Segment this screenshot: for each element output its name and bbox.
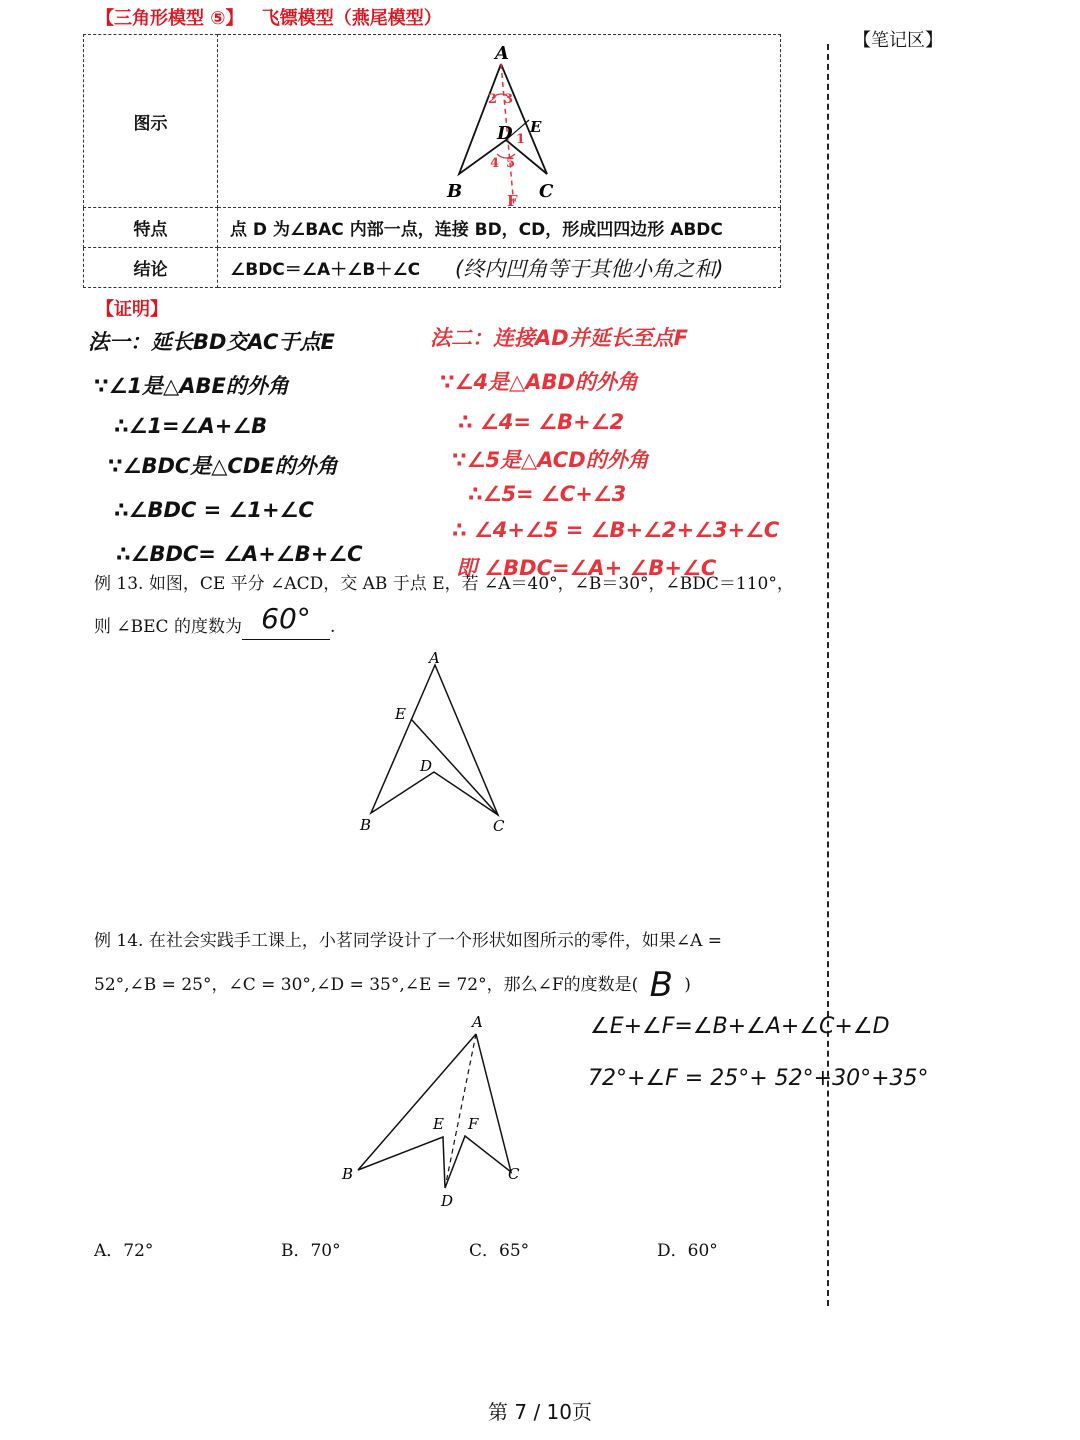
label-C: C [539, 181, 554, 202]
proof-method1-line2: ∵∠1是△ABE的外角 [94, 374, 289, 398]
conclusion-row-label: 结论 [84, 248, 218, 288]
ex14-label-F: F [468, 1115, 479, 1133]
example13-answer-blank [242, 602, 330, 640]
ex13-label-B: B [360, 816, 372, 834]
proof-method2-line6: ∴ ∠4+∠5 = ∠B+∠2+∠3+∠C [452, 518, 780, 542]
proof-method2-line1: 法二：连接AD并延长至点F [430, 326, 689, 350]
conclusion-text: ∠BDC＝∠A＋∠B＋∠C [230, 260, 421, 280]
proof-title: 【证明】 [96, 299, 168, 320]
option-c: C．65° [469, 1241, 530, 1261]
example13-diagram [350, 645, 520, 840]
dart-diagram [219, 36, 779, 206]
angle-2: 2 [488, 92, 498, 107]
label-F: F [507, 192, 518, 206]
example13-line2: 则 ∠BEC 的度数为 [94, 617, 242, 637]
example14-diagram [335, 1010, 535, 1210]
proof-method1-line1: 法一：延长BD交AC于点E [88, 330, 335, 354]
example14-work-line1: ∠E+∠F=∠B+∠A+∠C+∠D [590, 1014, 890, 1039]
ex14-label-E: E [433, 1115, 444, 1133]
diagram-row-label: 图示 [84, 35, 218, 208]
label-E: E [530, 118, 542, 136]
example14-line1: 例 14. 在社会实践手工课上，小茗同学设计了一个形状如图所示的零件，如果∠A = [94, 931, 723, 951]
proof-method1-line3: ∴∠1=∠A+∠B [114, 414, 268, 438]
notes-area-label: 【笔记区】 [853, 30, 943, 51]
proof-method1-line5: ∴∠BDC = ∠1+∠C [114, 498, 314, 522]
feature-row-label: 特点 [84, 208, 218, 248]
example14-line2-end: ) [684, 975, 691, 995]
example13-period: . [329, 617, 336, 637]
ex14-label-A: A [472, 1013, 483, 1031]
option-d: D．60° [657, 1241, 718, 1261]
conclusion-handnote: (终内凹角等于其他小角之和) [455, 257, 724, 281]
angle-1: 1 [516, 132, 526, 147]
proof-method1-line4: ∵∠BDC是△CDE的外角 [108, 454, 338, 478]
example14-work-line2: 72°+∠F = 25°+ 52°+30°+35° [588, 1066, 929, 1091]
proof-method2-line5: ∴∠5= ∠C+∠3 [468, 482, 627, 506]
example14-line2: 52°,∠B = 25°，∠C = 30°,∠D = 35°,∠E = 72°，那么∠F的度数是( [94, 975, 639, 995]
ex13-label-D: D [420, 757, 433, 775]
ex14-label-C: C [508, 1165, 520, 1183]
example13-line1: 例 13. 如图，CE 平分 ∠ACD，交 AB 于点 E，若 ∠A＝40°，∠B＝30°，∠BDC＝110°， [94, 574, 794, 594]
proof-method2-line7: 即 ∠BDC=∠A+ ∠B+∠C [456, 556, 717, 580]
label-A: A [495, 43, 509, 64]
option-a: A．72° [94, 1241, 154, 1261]
notes-divider [827, 44, 829, 1306]
proof-method1-line6: ∴∠BDC= ∠A+∠B+∠C [116, 542, 363, 566]
option-b: B．70° [281, 1241, 341, 1261]
page-number: 第 7 / 10页 [488, 1400, 592, 1424]
feature-text: 点 D 为∠BAC 内部一点，连接 BD，CD，形成凹四边形 ABDC [218, 208, 781, 248]
ex13-label-C: C [493, 817, 505, 835]
angle-4: 4 [490, 156, 500, 171]
diagram-cell [218, 35, 781, 208]
page-title: 飞镖模型（燕尾模型） [261, 8, 442, 29]
ex13-label-E: E [395, 705, 406, 723]
angle-3: 3 [504, 92, 514, 107]
label-D: D [497, 123, 513, 144]
proof-method2-line2: ∵∠4是△ABD的外角 [440, 370, 638, 394]
proof-method2-line4: ∵∠5是△ACD的外角 [452, 448, 649, 472]
example14-answer: B [649, 965, 673, 1005]
model-table [83, 34, 781, 288]
ex14-label-B: B [342, 1165, 354, 1183]
title-tag: 【三角形模型 ⑤】 [96, 8, 244, 29]
angle-5: 5 [506, 156, 516, 171]
label-B: B [447, 181, 463, 202]
proof-method2-line3: ∴ ∠4= ∠B+∠2 [458, 410, 625, 434]
ex14-label-D: D [441, 1192, 454, 1210]
example13-answer: 60° [261, 602, 311, 635]
ex13-label-A: A [429, 649, 440, 667]
